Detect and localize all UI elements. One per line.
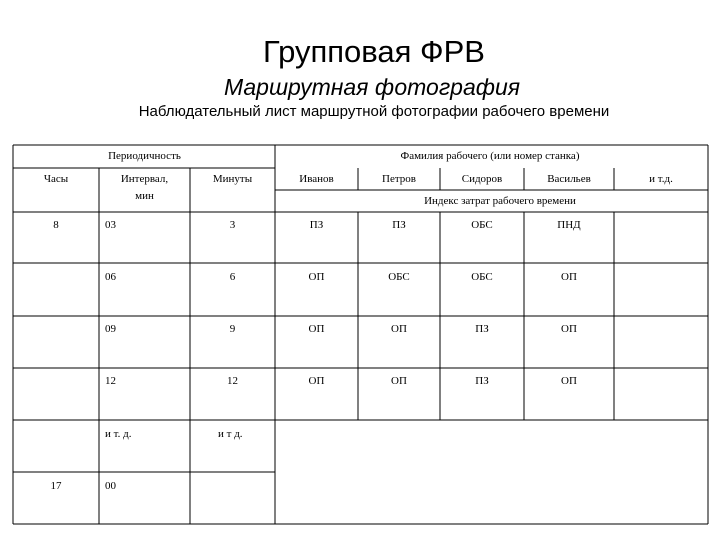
row-hour: 17 xyxy=(50,480,62,492)
header-surname: Фамилия рабочего (или номер станка) xyxy=(400,150,580,162)
col-interval-header: Интервал, xyxy=(120,173,169,185)
row-code: ОП xyxy=(308,271,325,283)
row-minutes: 3 xyxy=(229,219,236,231)
row-minutes: 12 xyxy=(227,375,238,387)
row-hour: 8 xyxy=(53,219,59,231)
page-title: Групповая ФРВ xyxy=(263,34,485,69)
row-code: ОБС xyxy=(471,271,493,283)
row-minutes: 6 xyxy=(229,271,236,283)
worker-sidorov: Сидоров xyxy=(461,173,503,185)
page-caption: Наблюдательный лист маршрутной фотографии рабочего времени xyxy=(138,103,610,120)
col-minutes-header: Минуты xyxy=(212,173,253,185)
index-label: Индекс затрат рабочего времени xyxy=(424,195,576,207)
row-code: ОП xyxy=(308,323,325,335)
row-code: ОП xyxy=(391,323,407,335)
row-code: ОБС xyxy=(388,271,410,283)
row-interval: 09 xyxy=(105,323,116,335)
row-interval: 03 xyxy=(105,219,116,231)
row-minutes: и т д. xyxy=(218,428,243,440)
row-code: ПЗ xyxy=(392,219,406,231)
row-code: ОП xyxy=(561,271,577,283)
row-code: ПЗ xyxy=(475,375,489,387)
worker-ivanov: Иванов xyxy=(299,173,334,185)
row-interval: 00 xyxy=(105,480,116,492)
row-interval: 12 xyxy=(105,375,116,387)
col-hours-header: Часы xyxy=(43,173,69,185)
col-interval-unit: мин xyxy=(135,190,154,202)
worker-petrov: Петров xyxy=(382,173,416,185)
page-subtitle: Маршрутная фотография xyxy=(223,74,521,100)
row-code: ОБС xyxy=(471,219,493,231)
row-code: ОП xyxy=(561,323,577,335)
row-code: ПЗ xyxy=(309,219,324,231)
row-minutes: 9 xyxy=(229,323,236,335)
worker-etc: и т.д. xyxy=(649,173,673,185)
row-code: ПНД xyxy=(557,219,581,231)
row-interval: и т. д. xyxy=(105,428,132,440)
row-code: ПЗ xyxy=(475,323,489,335)
row-code: ОП xyxy=(561,375,577,387)
header-periodicity: Периодичность xyxy=(108,150,181,162)
row-code: ОП xyxy=(391,375,407,387)
worker-vasiliev: Васильев xyxy=(547,173,591,185)
row-code: ОП xyxy=(308,375,325,387)
row-interval: 06 xyxy=(105,271,116,283)
